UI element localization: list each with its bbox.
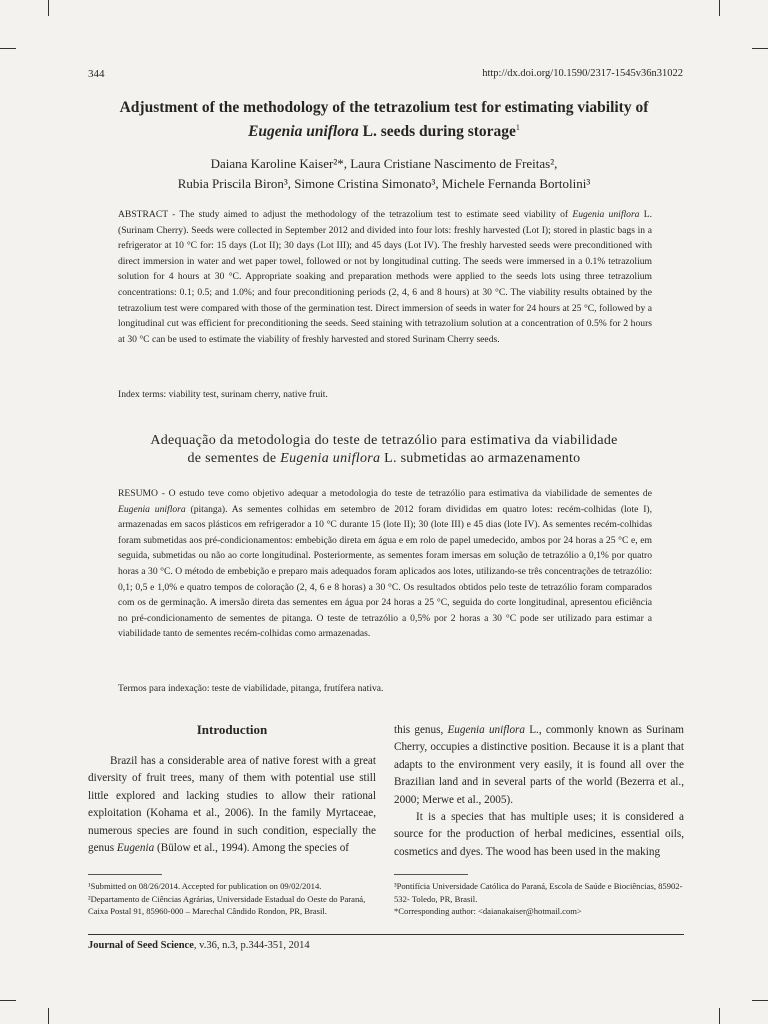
- intro-left-column: [88, 753, 376, 857]
- pt-title-line-2: [100, 450, 668, 468]
- crop-mark: [719, 0, 720, 16]
- footnote-corresponding-author: *Corresponding author: <daianakaiser@hotmail.com>: [394, 906, 582, 917]
- author-line-1: Daiana Karoline Kaiser²*, Laura Cristiane Nascimento de Freitas²,: [210, 156, 558, 171]
- portuguese-title: [100, 432, 668, 468]
- title-footnote-mark: 1: [515, 123, 520, 132]
- footnote-submission: ¹Submitted on 08/26/2014. Accepted for publication on 09/02/2014.: [88, 881, 322, 891]
- crop-mark: [0, 48, 16, 49]
- author-list: [100, 154, 668, 194]
- abstract-text: - The study aimed to adjust the methodology of the tetrazolium test to estimate seed viability of: [167, 209, 573, 220]
- crop-mark: [48, 1008, 49, 1024]
- abstract-label: ABSTRACT: [118, 209, 168, 220]
- crop-mark: [752, 48, 768, 49]
- section-heading-introduction: Introduction: [196, 722, 268, 737]
- author-line-2: Rubia Priscila Biron³, Simone Cristina Simonato³, Michele Fernanda Bortolini³: [177, 176, 591, 191]
- journal-details: , v.36, n.3, p.344-351, 2014: [193, 940, 310, 951]
- abstract: [118, 207, 652, 347]
- index-terms: Index terms: viability test, surinam cherry, native fruit.: [118, 389, 328, 400]
- pt-title-text-end: L. submetidas ao armazenamento: [380, 451, 581, 466]
- termos-indexacao: Termos para indexação: teste de viabilidade, pitanga, frutífera nativa.: [118, 683, 384, 694]
- abstract-species: Eugenia uniflora: [572, 209, 640, 220]
- intro-right-column: [394, 722, 684, 861]
- title-text: Adjustment of the methodology of the tetrazolium test for estimating viability of: [119, 99, 649, 116]
- pt-title-line-1: Adequação da metodologia do teste de tetrazólio para estimativa da viabilidade: [150, 433, 618, 448]
- resumo: [118, 486, 652, 642]
- pt-title-text: de sementes de: [187, 451, 281, 466]
- title-species: Eugenia uniflora: [248, 123, 359, 141]
- resumo-text: - O estudo teve como objetivo adequar a metodologia do teste de tetrazólio para estimativa da viabilidade de sementes de: [157, 488, 652, 499]
- footnotes-left: [88, 880, 376, 918]
- footer-rule: [88, 934, 684, 935]
- footnote-rule: [394, 874, 468, 875]
- footnote-affiliation-3: ³Pontifícia Universidade Católica do Paraná, Escola de Saúde e Biociências, 85902-532- Toledo, PR, Brasil.: [394, 881, 683, 904]
- resumo-label: RESUMO: [118, 488, 158, 499]
- crop-mark: [719, 1008, 720, 1024]
- paper-title: [110, 98, 658, 142]
- footnote-rule: [88, 874, 162, 875]
- intro-text-end: (Bülow et al., 1994). Among the species of: [154, 842, 350, 855]
- crop-mark: [752, 1000, 768, 1001]
- abstract-text-end: L. (Surinam Cherry). Seeds were collected in September 2012 and divided into four lots: freshly harvested (Lot I); stored in plastic bags in a refrigerator at 10 °C for: 15 days (Lot II); 30 days (Lot III); and 45 days (Lot IV). The freshly harvested seeds were preconditioned with direct immersion in water and wet paper towel, followed or not by longitudinal cutting. The seeds were immersed in a 0.1% tetrazolium solution for 4 hours at 30 °C. Appropriate soaking and preparation methods were applied to the seeds lots using three tetrazolium concentrations: 0.1; 0.5; and 1.0%; and four preconditioning periods (2, 4, 6 and 8 hours) at 30 °C. The viability results obtained by the tetrazolium test were compared with those of the germination test. Direct immersion of seeds in water for 24 hours at 25 °C, followed by a longitudinal cut was efficient for preconditioning the seeds. Seed staining with tetrazolium solution at a concentration of 0.5% for 2 hours at 30 °C can be used to estimate the viability of freshly harvested and stored Surinam Cherry seeds.: [118, 209, 652, 345]
- intro-species: Eugenia uniflora: [447, 724, 526, 736]
- footnote-affiliation-2: ²Departamento de Ciências Agrárias, Universidade Estadual do Oeste do Paraná, Caixa Postal 91, 85960-000 – Marechal Cândido Rondon, PR, Brasil.: [88, 893, 366, 917]
- intro-genus: Eugenia: [116, 842, 155, 855]
- crop-mark: [48, 0, 49, 16]
- resumo-species: Eugenia uniflora: [118, 503, 186, 515]
- intro-text-end: L., commonly known as Surinam Cherry, occupies a distinctive position. Because it is a plant that adapts to the environment very easily, it is found all over the Brazilian land and in several parts of the world (Bezerra et al., 2000; Merwe et al., 2005).: [394, 724, 684, 806]
- intro-paragraph: [394, 722, 684, 809]
- doi-link[interactable]: http://dx.doi.org/10.1590/2317-1545v36n31022: [482, 68, 683, 79]
- journal-name: Journal of Seed Science: [88, 940, 194, 951]
- crop-mark: [0, 1000, 16, 1001]
- journal-footer: [88, 940, 310, 951]
- footnotes-right: [394, 880, 684, 918]
- intro-text: Brazil has a considerable area of native forest with a great diversity of fruit trees, many of them with potential use still little explored and lacking studies to allow their rational exploitation (Kohama et al., 2006). In the family Myrtaceae, numerous species are found in such condition, especially the genus: [88, 755, 376, 855]
- intro-paragraph-2: It is a species that has multiple uses; it is considered a source for the production of herbal medicines, essential oils, cosmetics and dyes. The wood has been used in the making: [394, 811, 684, 858]
- intro-text: this genus,: [394, 724, 448, 736]
- page-number: 344: [88, 68, 105, 80]
- resumo-text-end: (pitanga). As sementes colhidas em setembro de 2012 foram divididas em quatro lotes: recém-colhidas (lote I), armazenadas em sacos plásticos em refrigerador a 10 °C durante 15 (lote II); 30 (lote III) e 45 dias (lote IV). As sementes recém-colhidas foram submetidas aos pré-condicionamentos: embebição direta em água e em rolo de papel umedecido, ambos por 24 horas a 25 °C e, em seguida, submetidas ou não ao corte longitudinal. Posteriormente, as sementes foram imersas em solução de tetrazólio a 0,1% por quatro horas a 30 °C. O método de embebição e preparo mais adequados foram aplicados aos lotes, utilizando-se três concentrações de tetrazólio: 0,1; 0,5 e 1,0% e quatro tempos de coloração (2, 4, 6 e 8 horas) a 30 °C. Os resultados obtidos pelo teste de tetrazólio foram comparados com os de germinação. A imersão direta das sementes em água por 24 horas a 25 °C, seguida do corte longitudinal, apresentou eficiência no pré-condicionamento de sementes de pitanga. O teste de tetrazólio a 0,5% por 2 horas a 30 °C pode ser utilizado para estimar a viabilidade tanto de sementes recém-colhidas como armazenadas.: [118, 503, 652, 640]
- title-text-end: L. seeds during storage: [358, 123, 516, 141]
- pt-title-species: Eugenia uniflora: [280, 451, 381, 466]
